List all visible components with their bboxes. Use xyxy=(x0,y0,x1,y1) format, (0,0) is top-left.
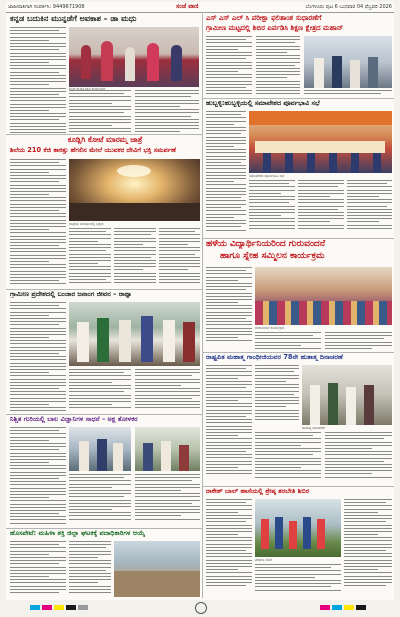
headline-alumni-sub: ಹಾಗೂ ಸ್ನೇಹ ಸಮ್ಮಿಲನ ಕಾರ್ಯಕ್ರಮ xyxy=(220,252,325,261)
article-text xyxy=(69,228,111,288)
headline-hosapete: ಹೊಸಪೇಟೆ: ಮಹಿಳಾ ಶಕ್ತಿ ಜಿಲ್ಲಾ ಘಟಕಕ್ಕೆ ಪದಾಧಿಕಾರಿಗಳ ಆಯ್ಕೆ xyxy=(10,530,146,537)
article-text xyxy=(159,228,200,288)
article-text xyxy=(206,499,252,597)
article-text xyxy=(206,365,252,485)
headline-gandhi: ರಾಷ್ಟ್ರಪಿತ ಮಹಾತ್ಮ ಗಾಂಧೀಜಿಯವರ 78ನೇ ಹುತಾತ್ಮ ದಿನಾಚರಣೆ xyxy=(206,354,343,361)
photo-jatre-crowd xyxy=(69,159,200,221)
article-text xyxy=(206,36,252,96)
headline-kudligi-jatre: ಕೂಡ್ಲಿಗಿ ಕೋಟೆ ಮಾರಮ್ಮ ಜಾತ್ರೆ xyxy=(67,136,143,144)
article-text xyxy=(256,36,300,96)
registration-mark-icon xyxy=(195,602,207,614)
section-rule xyxy=(203,98,394,99)
article-text xyxy=(344,499,392,597)
headline-alumni: ಹಳೆಯ ವಿದ್ಯಾರ್ಥಿನಿಯರಿಂದ ಗುರುವಂದನೆ xyxy=(206,240,326,249)
headline-kudligi-jatre-sub: ಶಿಲೆಯ 210 ಕೆಜಿ ತಾಕತ್ತು ಹೆಗಲಿನ ಮೇಲೆ ಯುವಕರ ದೇವಿಗೆ ಭಕ್ತಿ ಸಮರ್ಪಣೆ xyxy=(10,147,176,154)
photo-caption: ಕನ್ನಡ ರಾಜ್ಯೋತ್ಸವ ಕಾರ್ಯಕ್ರಮ xyxy=(69,87,106,91)
photo-sslc-meeting xyxy=(304,36,392,88)
photo-kannada-event xyxy=(69,27,199,87)
article-text xyxy=(10,27,66,133)
section-rule xyxy=(6,414,202,415)
article-text xyxy=(255,332,321,352)
newspaper-page xyxy=(6,2,394,600)
photo-caption: ಜಾತ್ರೆಯ ಸಂದರ್ಭದಲ್ಲಿ ಭಕ್ತರು xyxy=(69,222,104,226)
masthead-logo: ಸಂಜೆ ವಾಣಿ xyxy=(176,3,199,10)
article-text xyxy=(69,541,111,597)
headline-hubballi-meeting: ಹುಬ್ಬಳ್ಳಿ:ಹುಬ್ಬಳ್ಳಿಯಲ್ಲಿ ಸಮಾವೇಶದ ಪೂರ್ವಭಾವಿ ಸಭೆ xyxy=(206,100,320,107)
color-swatch-yellow xyxy=(54,605,64,610)
headline-kannada-life: ಕನ್ನಡ ಬದುಕಿನ ಮುನ್ನಡೆಗೆ ಅವಕಾಶ – ಡಾ ಮಧು xyxy=(10,15,137,23)
section-rule xyxy=(203,238,394,239)
article-text xyxy=(69,474,131,526)
article-text xyxy=(69,369,131,414)
article-text xyxy=(304,90,392,98)
article-text xyxy=(255,564,341,597)
article-text xyxy=(10,427,66,527)
masthead-phone: ಜಾಹೀರಾತಿಗಾಗಿ ಸಂಪರ್ಕಿಸಿ: 9449671908 xyxy=(8,4,85,10)
color-swatch-cyan xyxy=(332,605,342,610)
article-text xyxy=(347,180,392,232)
article-text xyxy=(298,180,344,232)
article-text xyxy=(206,267,252,347)
photo-training-camp xyxy=(255,499,341,557)
photo-caption: ಗುರುವಂದನೆ ಕಾರ್ಯಕ್ರಮ xyxy=(255,326,285,330)
article-text xyxy=(114,228,156,288)
photo-science-2 xyxy=(135,427,200,471)
section-rule xyxy=(6,289,202,290)
photo-caption: ತರಬೇತಿ ಶಿಬಿರ xyxy=(255,558,272,562)
color-swatch-gray xyxy=(78,605,88,610)
photo-science-1 xyxy=(69,427,131,471)
article-text xyxy=(69,90,131,132)
column-rule xyxy=(202,14,203,598)
article-text xyxy=(255,365,299,425)
headline-training-camp: ರಾಕೇಶ್ ಬಾಲ್ ಹಾಸೆಯಲ್ಲಿ ಶ್ರೇಷ್ಠ ತರಬೇತಿ ಶಿಬಿರ xyxy=(206,488,310,495)
color-swatch-black xyxy=(356,605,366,610)
section-rule xyxy=(203,486,394,487)
article-text xyxy=(10,541,66,597)
photo-hosapete-landscape xyxy=(114,541,200,597)
color-swatch-magenta xyxy=(42,605,52,610)
article-text xyxy=(10,302,66,414)
masthead-date: ಬೆಂಗಳೂರು ಪುಟ 6 ಬುಧವಾರ 04 ಫೆಬ್ರವರಿ 2026 xyxy=(305,4,392,10)
color-swatch-magenta xyxy=(320,605,330,610)
headline-science: ನಿಶ್ಚಿತ ಗುರಿಯಲ್ಲಿ ಬಾಲ ವಿಜ್ಞಾನಿಗಳ ಸಾಧನೆ – ಅಕ್ಷ ತೋಳಕರ xyxy=(10,416,138,423)
photo-alumni-group xyxy=(255,267,392,325)
article-text xyxy=(135,369,200,414)
photo-hubballi-meeting xyxy=(249,111,392,173)
article-text xyxy=(325,432,392,484)
photo-caption: ಸಮಾವೇಶದ ಪೂರ್ವಭಾವಿ ಸಭೆ xyxy=(249,174,285,178)
photo-banjara-event xyxy=(69,302,200,366)
section-rule xyxy=(6,528,202,529)
article-text xyxy=(255,432,321,484)
color-swatch-yellow xyxy=(344,605,354,610)
masthead xyxy=(6,2,394,13)
color-swatch-cyan xyxy=(30,605,40,610)
article-text xyxy=(249,180,295,232)
color-swatch-black xyxy=(66,605,76,610)
article-text xyxy=(135,474,200,526)
article-text xyxy=(206,111,246,201)
section-rule xyxy=(203,352,394,353)
headline-banjara: ಗ್ರಾಮೀಣ ಪ್ರದೇಶದಲ್ಲಿ ಬಂಜಾರ ಜನಾಂಗ ಜೀವನ – ರಾಥ್ಯಾ xyxy=(10,291,133,298)
photo-gandhi-event xyxy=(302,365,392,425)
article-text xyxy=(206,204,246,236)
photo-caption: ಹುತಾತ್ಮ ದಿನಾಚರಣೆ xyxy=(302,426,325,430)
article-text xyxy=(10,159,66,287)
headline-sslc-result-sub: ಗ್ರಾಮೀಣ ಮಟ್ಟದಲ್ಲಿ ಶಿಬಿರ ಏರ್ಪಡಿಸಿ ಶಿಕ್ಷಣ ಕ್ಷೇತ್ರದ ಮಹಾನ್ xyxy=(206,25,344,32)
article-text xyxy=(135,90,199,132)
headline-sslc-result: ಎಸ್ ಎಸ್ ಎಲ್ ಸಿ ಪರೀಕ್ಷಾ ಫಲಿತಾಂಶ ಸುಧಾರಣೆಗೆ xyxy=(206,15,322,22)
article-text xyxy=(325,332,392,352)
section-rule xyxy=(6,134,202,135)
